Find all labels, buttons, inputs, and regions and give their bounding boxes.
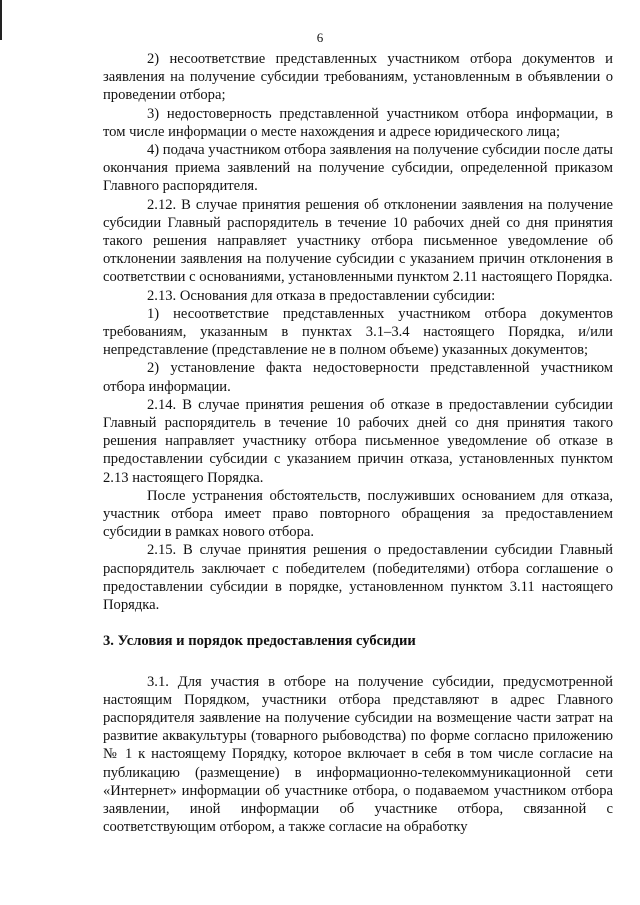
paragraph: 2) установление факта недостоверности представленной участником отбора информации. [103,360,613,395]
page-number: 6 [316,30,324,45]
paragraph: 2.13. Основания для отказа в предоставлении субсидии: [147,287,496,304]
paragraph: 4) подача участником отбора заявления на получение субсидии после даты окончания приема заявлений на получение субсидии, определенной приказом Главного распорядителя. [103,142,613,195]
paragraph: 1) несоответствие представленных участником отбора документов требованиям, указанным в пунктах 3.1–3.4 настоящего Порядка, и/или непредставление (представление не в полном объеме) указанных документов; [103,305,613,359]
paragraph: 2.12. В случае принятия решения об отклонении заявления на получение субсидии Главный распорядитель в течение 10 рабочих дней со дня принятия такого решения направляет участнику отбора письменное уведомление об отклонении заявления на получение субсидии с указанием причин отклонения в соответствии с основаниями, установленными пунктом 2.11 настоящего Порядка. [103,196,613,286]
paragraph: 3.1. Для участия в отборе на получение субсидии, предусмотренной настоящим Порядком, участники отбора представляют в адрес Главного распорядителя заявление на получение субсидии на возмещение части затрат на развитие аквакультуры (товарного рыбоводства) по форме согласно приложению № 1 к настоящему Порядку, которое включает в себя в том числе согласие на публикацию (размещение) в информационно-телекоммуникационной сети «Интернет» информации об участнике отбора, о подаваемом участником отбора заявлении, иной информации об участнике отбора, связанной с соответствующим отбором, а также согласие на обработку [103,673,613,836]
section-heading: 3. Условия и порядок предоставления субсидии [103,633,416,650]
paragraph: После устранения обстоятельств, послуживших основанием для отказа, участник отбора имеет право повторного обращения за предоставлением субсидии в рамках нового отбора. [103,487,613,541]
paragraph: 2.15. В случае принятия решения о предоставлении субсидии Главный распорядитель заключает с победителем (победителями) отбора соглашение о предоставлении субсидии в порядке, установленном пунктом 3.11 настоящего Порядка. [103,542,613,614]
paragraph: 3) недостоверность представленной участником отбора информации, в том числе информации о месте нахождения и адресе юридического лица; [103,105,613,140]
paragraph: 2.14. В случае принятия решения об отказе в предоставлении субсидии Главный распорядитель в течение 10 рабочих дней со дня принятия такого решения направляет участнику отбора письменное уведомление об отказе в предоставлении субсидии с указанием причин отказа, установленных пунктом 2.13 настоящего Порядка. [103,396,613,486]
paragraph: 2) несоответствие представленных участником отбора документов и заявления на получение субсидии требованиям, установленным в объявлении о проведении отбора; [103,51,613,104]
document-body [103,50,613,836]
